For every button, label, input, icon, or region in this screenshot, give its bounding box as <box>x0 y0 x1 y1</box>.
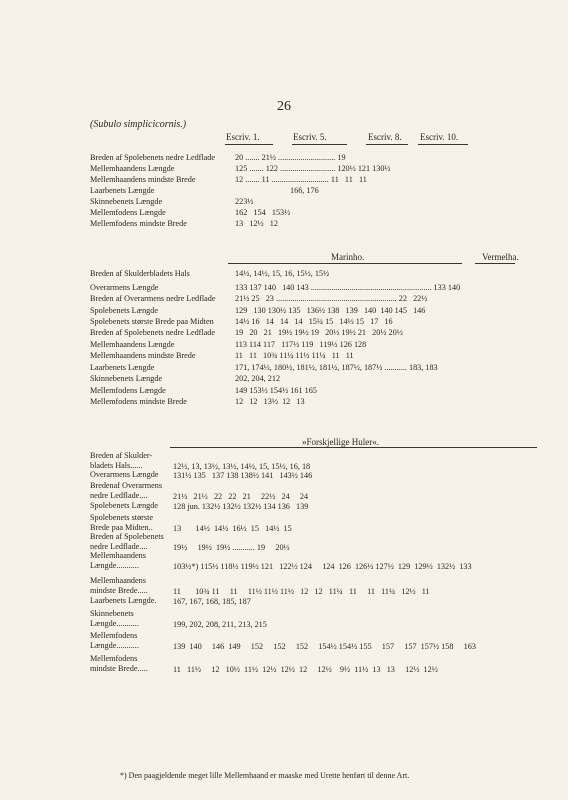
row-values: 149 153½ 154½ 161 165 <box>235 386 317 395</box>
row-label: Bredenaf Overarmens nedre Ledflade.... <box>90 481 163 500</box>
header-rule <box>366 144 408 145</box>
row-values: 21½ 21½ 22 22 21 22½ 24 24 <box>173 492 309 501</box>
row-label: Spolebenets Længde <box>90 306 158 315</box>
column-header-escriv-5: Escriv. 5. <box>293 132 327 142</box>
row-label: Spolebenets største Brede paa Midten.. <box>90 513 153 532</box>
row-values: 14½ 16 14 14 14 15¼ 15 14½ 15 17 16 <box>235 317 393 326</box>
row-label: Overarmens Længde <box>90 283 159 292</box>
row-label: Breden af Skulder- bladets Hals...... <box>90 451 153 470</box>
header-rule <box>418 144 468 145</box>
row-label: Mellemhaandens Længde <box>90 340 175 349</box>
row-values: 125 ....... 122 ........................... 120½ 121 130½ <box>235 164 391 173</box>
row-values: 20 ....... 21½ ............................ 19 <box>235 153 346 162</box>
row-label: Laarbenets Længde <box>90 363 155 372</box>
row-values: 199, 202, 208, 211, 213, 215 <box>173 620 267 629</box>
row-label: Skinnebenets Længde <box>90 374 163 383</box>
row-values: 21½ 25 23 ........................................................... 22 22½ <box>235 294 428 303</box>
row-label: Mellemhaandens mindste Brede <box>90 351 196 360</box>
row-values: 166, 176 <box>290 186 319 195</box>
column-header-escriv-1: Escriv. 1. <box>226 132 260 142</box>
row-values: 11 11½ 12 10½ 11½ 12½ 12½ 12 12½ 9½ 11½ 13 13 12½ 12½ <box>173 665 438 674</box>
row-values: 11 11 10¾ 11¼ 11½ 11¼ 11 11 <box>235 351 354 360</box>
row-label: Mellemfodens Længde <box>90 208 166 217</box>
row-values: 129 130 130½ 135 136½ 138 139 140 140 145 146 <box>235 306 426 315</box>
row-label: Mellemfodens Længde <box>90 386 166 395</box>
row-label: Laarbenets Længde. <box>90 596 157 605</box>
row-values: 19½ 19½ 19½ ........... 19 20½ <box>173 543 290 552</box>
row-values: 13 14½ 14½ 16½ 15 14½ 15 <box>173 524 292 533</box>
row-label: Breden af Spolebenets nedre Ledflade.... <box>90 532 164 551</box>
row-values: 139 140 146 149 152 152 152 154½ 154½ 155 157 157 157½ 158 163 <box>173 642 476 651</box>
row-values: 14½, 14½, 15, 16, 15½, 15½ <box>235 269 330 278</box>
row-label: Skinnebenets Længde........... <box>90 609 139 628</box>
row-values: 12 12 13½ 12 13 <box>235 397 305 406</box>
row-label: Mellemfodens mindste Brede <box>90 397 187 406</box>
row-label: Breden af Overarmens nedre Ledflade <box>90 294 216 303</box>
header-rule <box>292 144 347 145</box>
footnote: *) Den paagjeldende meget lille Mellemhaand er maaske med Urette henført til denne Art. <box>120 771 410 780</box>
row-label: Mellemfodens mindste Brede..... <box>90 654 148 673</box>
row-values: 202, 204, 212 <box>235 374 281 383</box>
row-values: 103½*) 115½ 118½ 119½ 121 122½ 124 124 126 126½ 127½ 129 129½ 132½ 133 <box>173 562 472 571</box>
row-label: Mellemhaandens Længde <box>90 164 175 173</box>
column-header-marinho: Marinho. <box>331 252 365 262</box>
row-label: Mellemfodens mindste Brede <box>90 219 187 228</box>
row-values: 113 114 117 117½ 119 119½ 126 128 <box>235 340 367 349</box>
header-rule <box>475 263 515 264</box>
row-label: Breden af Spolebenets nedre Ledflade <box>90 153 216 162</box>
column-header-vermelha: Vermelha. <box>482 252 519 262</box>
row-values: 12 ....... 11 ............................ 11 11 11 <box>235 175 367 184</box>
row-label: Mellemhaandens mindste Brede <box>90 175 196 184</box>
column-header-escriv-10: Escriv. 10. <box>420 132 459 142</box>
column-header-forskjellige-huler: »Forskjellige Huler«. <box>302 437 379 447</box>
page-number: 26 <box>277 99 291 114</box>
row-values: 162 154 153½ <box>235 208 291 217</box>
column-header-escriv-8: Escriv. 8. <box>368 132 402 142</box>
row-values: 223½ <box>235 197 254 206</box>
header-rule <box>228 263 462 264</box>
row-label: Mellemfodens Længde........... <box>90 631 139 650</box>
row-label: Skinnebenets Længde <box>90 197 163 206</box>
row-values: 13 12½ 12 <box>235 219 278 228</box>
row-values: 167, 167, 168, 185, 187 <box>173 597 251 606</box>
row-values: 19 20 21 19½ 19½ 19 20½ 19½ 21 20½ 20½ <box>235 328 403 337</box>
species-subtitle: (Subulo simplicicornis.) <box>90 119 187 130</box>
row-label: Breden af Skulderbladets Hals <box>90 269 190 278</box>
header-rule <box>225 144 273 145</box>
row-values: 128 jun. 132½ 132½ 132½ 134 136 139 <box>173 502 309 511</box>
row-label: Mellemhaandens mindste Brede..... <box>90 576 148 595</box>
row-label: Mellemhaandens Længde........... <box>90 551 146 570</box>
row-values: 12½, 13, 13½, 13½, 14½, 15, 15½, 16, 18 <box>173 462 311 471</box>
header-rule <box>170 447 537 448</box>
row-values: 131½ 135 137 138 138½ 141 143½ 146 <box>173 471 313 480</box>
row-label: Laarbenets Længde <box>90 186 155 195</box>
row-label: Spolebenets Længde <box>90 501 158 510</box>
row-values: 11 10¾ 11 11 11½ 11½ 11½ 12 12 11¼ 11 11 11¼ 12½ 11 <box>173 587 430 596</box>
row-label: Spolebenets største Brede paa Midten <box>90 317 214 326</box>
row-values: 133 137 140 140 143 ........................................................... 133 140 <box>235 283 461 292</box>
row-label: Overarmens Længde <box>90 470 159 479</box>
row-values: 171, 174½, 180½, 181½, 181½, 187½, 187½ ........... 183, 183 <box>235 363 438 372</box>
row-label: Breden af Spolebenets nedre Ledflade <box>90 328 216 337</box>
